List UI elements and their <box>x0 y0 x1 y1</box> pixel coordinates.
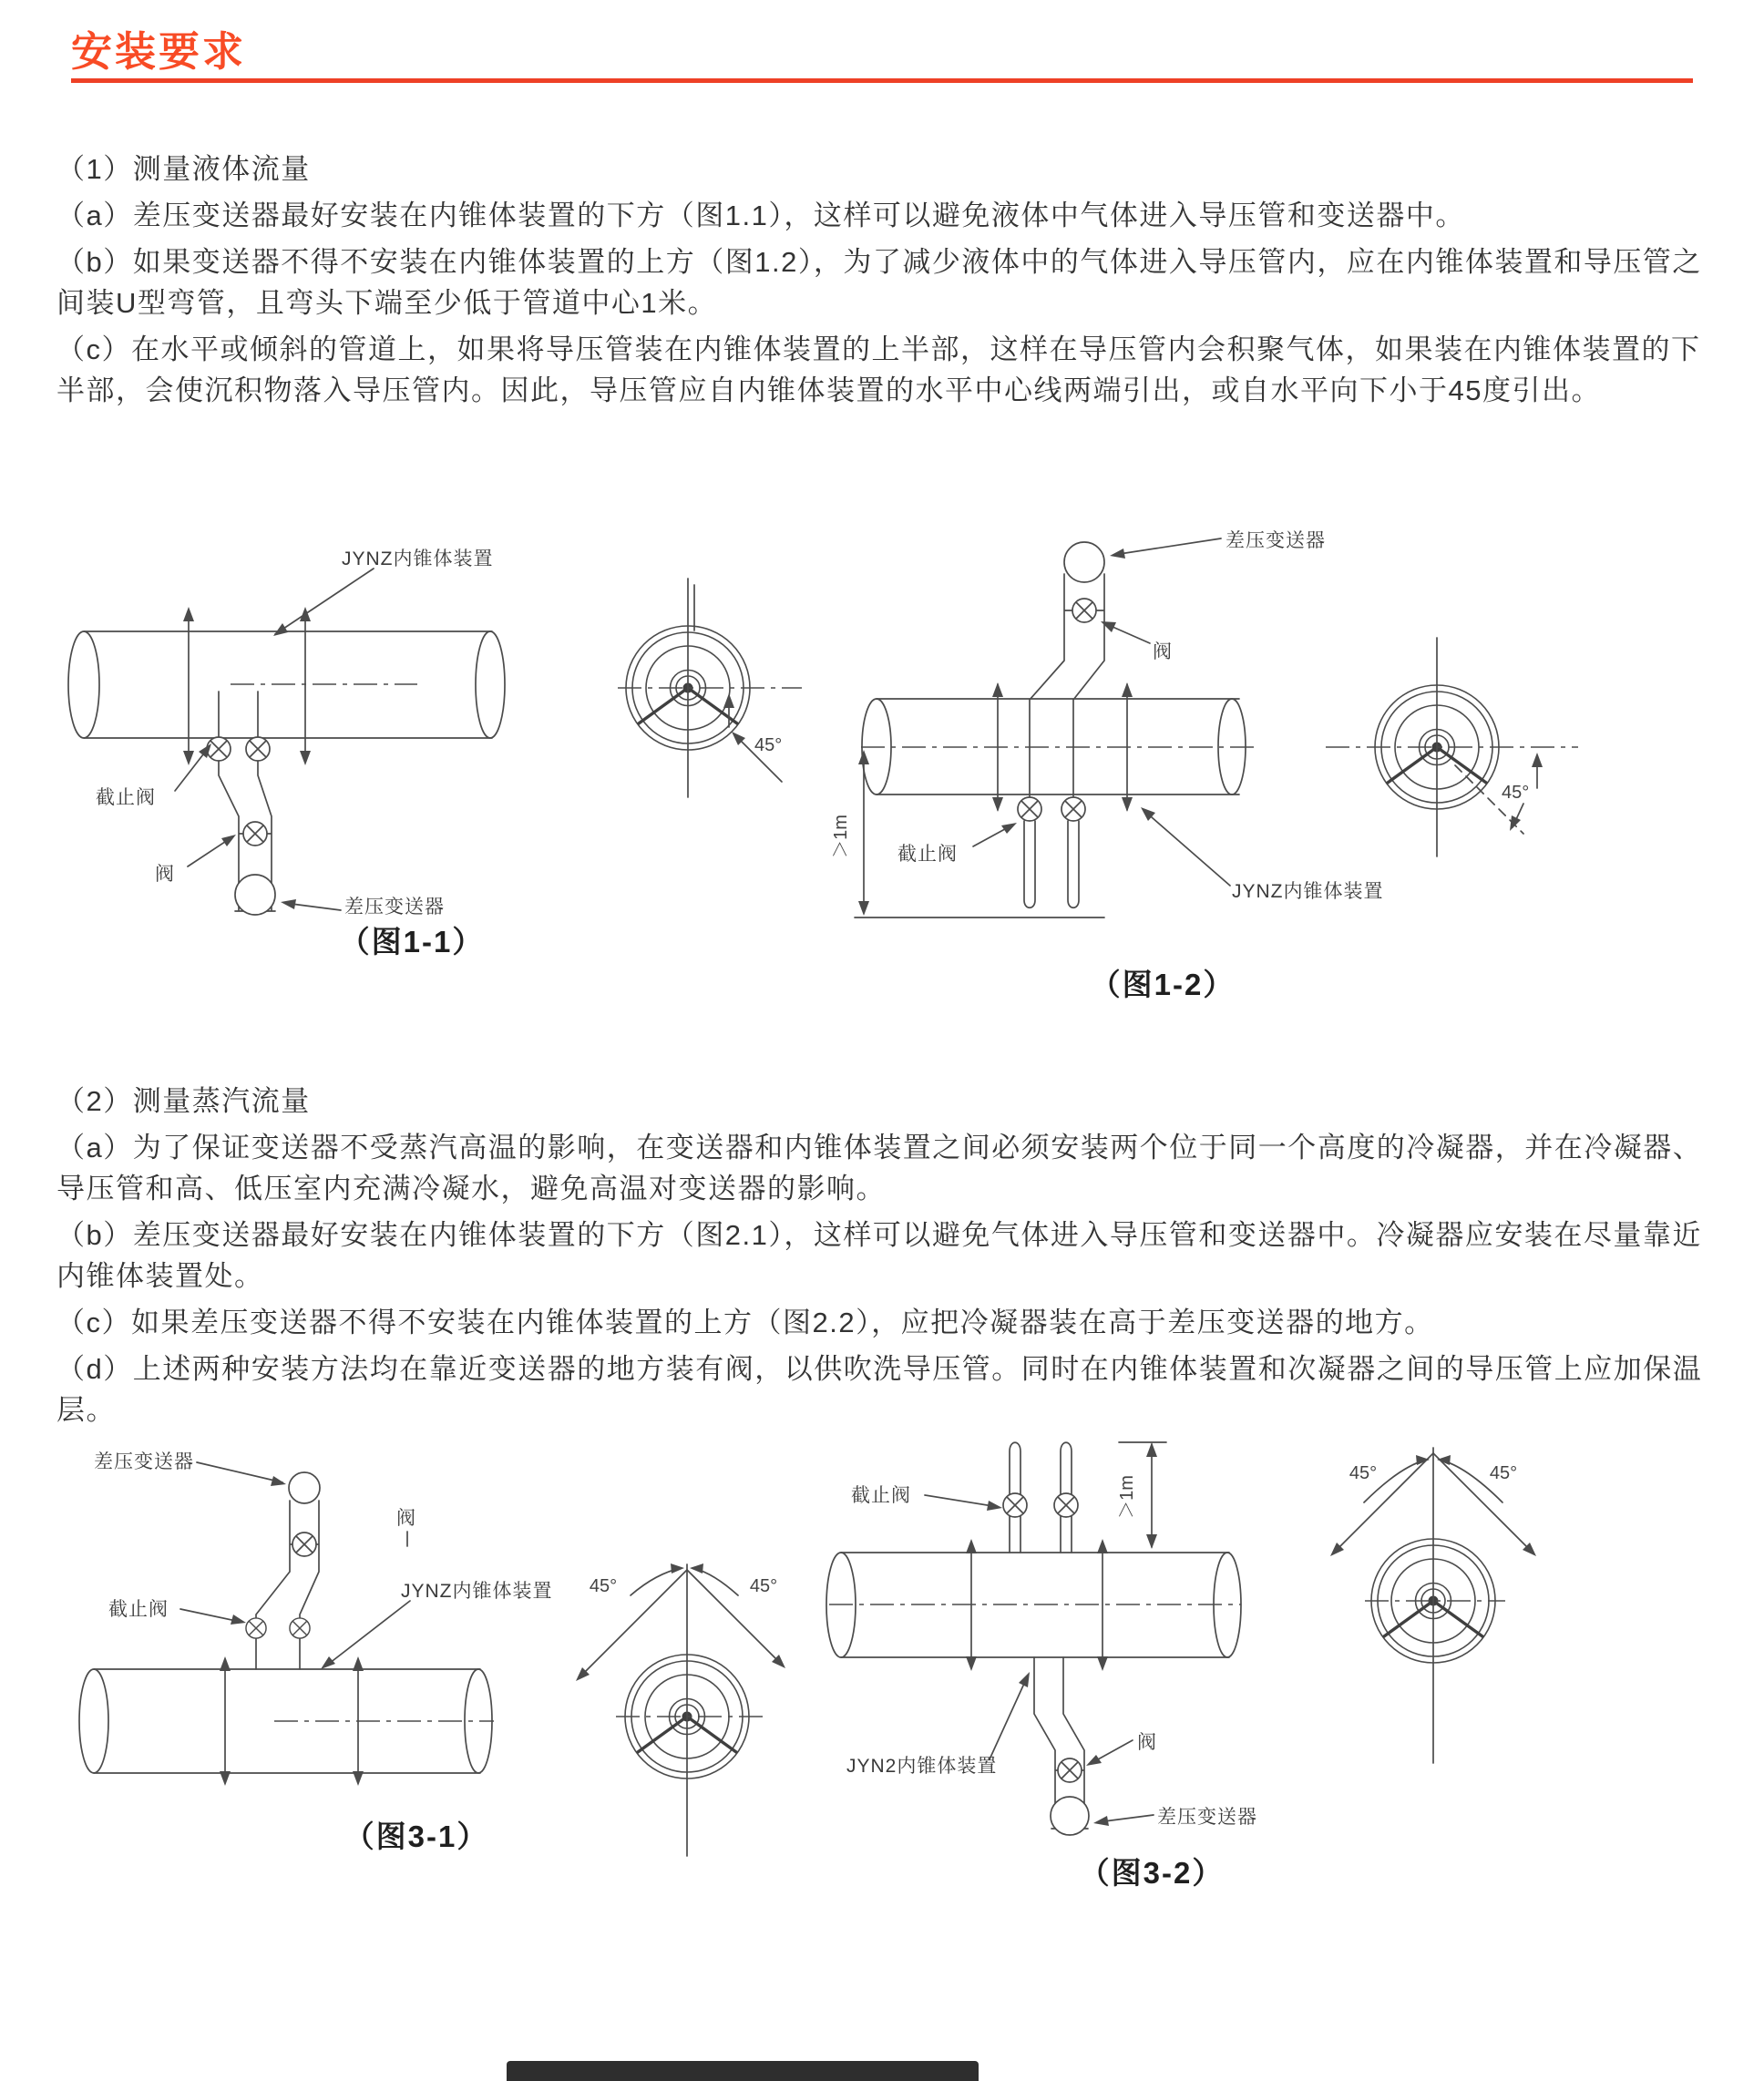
stop-valve-label: 截止阀 <box>96 787 156 808</box>
min-height-dimension <box>831 750 869 916</box>
title-underline <box>71 78 1693 83</box>
section2-item-d: （d）上述两种安装方法均在靠近变送器的地方装有阀，以供吹洗导压管。同时在内锥体装置和次凝器之间的导压管上应加保温层。 <box>56 1353 1703 1426</box>
valve-icon <box>1072 599 1096 622</box>
cone-device-label: JYNZ内锥体装置 <box>342 548 494 569</box>
section1-item-a: （a）差压变送器最好安装在内锥体装置的下方（图1.1），这样可以避免液体中气体进入导压管和变送器中。 <box>56 200 1465 231</box>
cone-device-label: JYNZ内锥体装置 <box>1232 881 1384 902</box>
section2-item-b: （b）差压变送器最好安装在内锥体装置的下方（图2.1），这样可以避免气体进入导压管和变送器中。冷凝器应安装在尽量靠近内锥体装置处。 <box>56 1219 1702 1292</box>
page-title: 安装要求 <box>71 28 247 75</box>
figure-3-2-cross-section <box>1330 1448 1536 1763</box>
stop-valve-label: 截止阀 <box>851 1485 911 1506</box>
stop-valve-icon <box>207 737 231 761</box>
min-height-dimension <box>1117 1442 1166 1549</box>
transmitter-label: 差压变送器 <box>344 897 445 917</box>
impulse-piping <box>1003 1442 1089 1835</box>
valve-label: 阀 <box>155 864 175 885</box>
cone-device-label: JYN2内锥体装置 <box>846 1756 998 1777</box>
transmitter-label: 差压变送器 <box>1226 530 1326 551</box>
stop-valve-icon <box>290 1618 310 1638</box>
figure-1-2-cross-section <box>1326 638 1578 856</box>
stop-valve-icon <box>1018 797 1041 821</box>
figure-3-1-cross-section <box>576 1563 785 1856</box>
section1-heading: （1）测量液体流量 <box>56 153 311 185</box>
angle-label: 45° <box>749 1576 778 1596</box>
figure-1-1 <box>68 548 505 958</box>
figure-1-1-cross-section <box>618 579 802 797</box>
angle-label: 45° <box>589 1576 618 1596</box>
impulse-piping <box>207 692 275 915</box>
angle-label: 45° <box>1489 1463 1518 1483</box>
pipe <box>79 1669 494 1773</box>
figure-1-1-caption: （图1-1） <box>339 925 485 958</box>
angle-label: 45° <box>1349 1463 1378 1483</box>
valve-icon <box>292 1533 316 1556</box>
stop-valve-icon <box>1061 797 1085 821</box>
transmitter-icon <box>289 1472 320 1503</box>
section1-item-b: （b）如果变送器不得不安装在内锥体装置的上方（图1.2），为了减少液体中的气体进入导压管内，应在内锥体装置和导压管之间装U型弯管，且弯头下端至少低于管道中心1米。 <box>56 246 1702 319</box>
figure-3-2-caption: （图3-2） <box>1079 1856 1225 1890</box>
stop-valve-icon <box>1054 1493 1078 1517</box>
cone-device-label: JYNZ内锥体装置 <box>401 1581 553 1602</box>
pipe <box>68 631 505 738</box>
stop-valve-icon <box>1003 1493 1027 1517</box>
section-steam-flow <box>56 1081 1729 1436</box>
valve-label: 阀 <box>1137 1732 1157 1753</box>
min-height-label: ＞1m <box>1117 1475 1137 1519</box>
impulse-piping <box>246 1472 407 1669</box>
angle-label: 45° <box>754 735 783 755</box>
transmitter-icon <box>1051 1797 1089 1835</box>
figures-row-liquid <box>0 474 1764 1020</box>
leader-lines <box>175 569 374 910</box>
valve-label: 阀 <box>1153 641 1173 662</box>
stop-valve-icon <box>246 737 270 761</box>
leader-lines <box>973 538 1230 886</box>
figure-1-2 <box>831 530 1384 1001</box>
angle-label: 45° <box>1502 783 1530 803</box>
section2-heading: （2）测量蒸汽流量 <box>56 1085 311 1117</box>
figure-3-1-caption: （图3-1） <box>344 1820 489 1853</box>
stop-valve-icon <box>246 1618 266 1638</box>
min-height-label: ＞1m <box>831 815 851 858</box>
section1-item-c: （c）在水平或倾斜的管道上，如果将导压管装在内锥体装置的上半部，这样在导压管内会积聚气体，如果装在内锥体装置的下半部，会使沉积物落入导压管内。因此，导压管应自内锥体装置的水平中心线两端引出，或自水平向下小于45度引出。 <box>56 333 1701 406</box>
stop-valve-label: 截止阀 <box>108 1599 169 1620</box>
pipe <box>826 1553 1241 1657</box>
figure-1-2-caption: （图1-2） <box>1090 968 1236 1001</box>
transmitter-label: 差压变送器 <box>94 1451 194 1472</box>
section2-item-a: （a）为了保证变送器不受蒸汽高温的影响，在变送器和内锥体装置之间必须安装两个位于同一个高度的冷凝器，并在冷凝器、导压管和高、低压室内充满冷凝水，避免高温对变送器的影响。 <box>56 1132 1703 1205</box>
section-liquid-flow <box>56 149 1729 416</box>
impulse-piping <box>855 542 1104 917</box>
figure-3-2 <box>826 1442 1257 1890</box>
valve-icon <box>1058 1758 1082 1782</box>
valve-label: 阀 <box>396 1508 416 1529</box>
stop-valve-label: 截止阀 <box>897 844 958 865</box>
cropped-footer-bar <box>507 2061 979 2081</box>
cone-flow-arrows <box>183 607 311 765</box>
transmitter-icon <box>1064 542 1104 582</box>
figures-row-steam <box>0 1435 1764 2000</box>
transmitter-label: 差压变送器 <box>1157 1807 1257 1828</box>
transmitter-icon <box>235 875 275 915</box>
pipe <box>861 699 1256 794</box>
valve-icon <box>243 822 267 846</box>
section2-item-c: （c）如果差压变送器不得不安装在内锥体装置的上方（图2.2），应把冷凝器装在高于差压变送器的地方。 <box>56 1307 1434 1338</box>
figure-3-1 <box>79 1451 553 1853</box>
